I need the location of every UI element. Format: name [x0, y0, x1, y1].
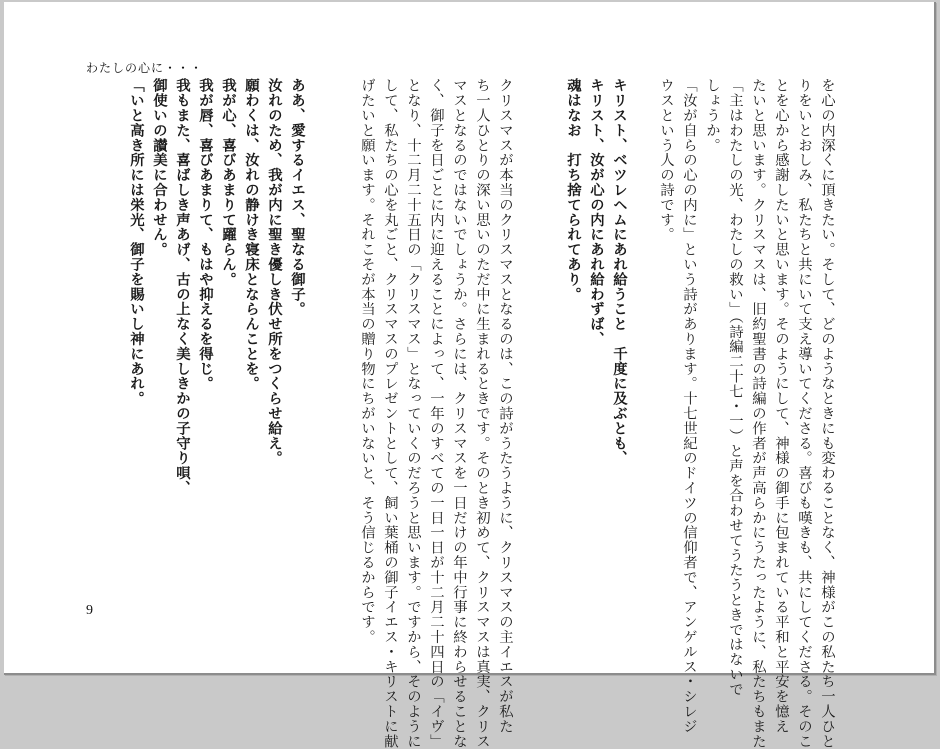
text-line: たいと思います。クリスマスは、旧約聖書の詩編の作者が声高らかにうたったように、私たちもまた: [750, 78, 766, 749]
poem-line: キリスト、ベツレヘムにあれ給うこと 千度に及ぶとも、: [611, 78, 628, 466]
poem-line: 魂はなお 打ち捨てられてあり。: [565, 78, 582, 302]
poem-line: キリスト、汝が心の内にあれ給わずば、: [588, 78, 605, 347]
text-line: とを心から感謝したいと思います。そのようにして、神様の御手に包まれている平和と平安を憶え: [773, 78, 789, 734]
stanza-gap: [309, 78, 332, 614]
text-line: りをいとおしみ、私たちと共にいて支え導いてくださる。喜びも嘆きも、共にしてくださる。そのこ: [796, 78, 812, 749]
text-line: しょうか。: [704, 78, 720, 153]
stanza-gap: [516, 78, 539, 614]
text-line: となり、十二月二十五日の「クリスマス」となっていくのだろうと思います。ですから、そのように: [405, 78, 421, 749]
poem-line: 願わくは、汝れの静けき寝床とならんことを。: [243, 78, 260, 391]
text-line: クリスマスが本当のクリスマスとなるのは、この詩がうたうように、クリスマスの主イエスが私た: [497, 78, 513, 734]
stanza-gap: [332, 78, 355, 614]
poem-line: 「いと高き所には栄光、御子を賜いし神にあれ。: [128, 78, 145, 406]
vertical-body-text: [125, 78, 838, 749]
poem-line: 汝れのため、我が内に聖き優しき伏せ所をつくらせ給え。: [266, 78, 283, 466]
stanza-gap: [539, 78, 562, 614]
page-number: 9: [86, 603, 93, 618]
text-line: 「主はわたしの光、わたしの救い」（詩編二十七・一）と声を合わせてうたうときではないで: [727, 78, 743, 697]
text-line: く、御子を日ごとに内に迎えることによって、一年のすべての一日一日が十二月二十四日の「イヴ」: [428, 78, 444, 749]
text-line: マスとなるのではないでしょうか。さらには、クリスマスを一日だけの年中行事に終わらせることな: [451, 78, 467, 749]
poem-line: 我もまた、喜ばしき声あげ、古の上なく美しきかの子守り唄、: [174, 78, 191, 496]
text-line: して、私たちの心を丸ごと、クリスマスのプレゼントとして、飼い葉桶の御子イエス・キリストに献: [382, 78, 398, 749]
poem-line: ああ、愛するイエス、聖なる御子。: [289, 78, 306, 317]
text-line: 「汝が自らの心の内に」という詩があります。十七世紀のドイツの信仰者で、アンゲルス・シレジ: [681, 78, 697, 734]
poem-line: 我が心、喜びあまりて躍らん。: [220, 78, 237, 287]
text-line: を心の内深くに頂きたい。そして、どのようなときにも変わることなく、神様がこの私たち一人ひと: [819, 78, 835, 749]
text-line: ウスという人の詩です。: [658, 78, 674, 242]
text-line: ち一人ひとりの深い思いのただ中に生まれるときです。そのとき初めて、クリスマスは真実、クリス: [474, 78, 490, 749]
poem-line: 御使いの讃美に合わせん。: [151, 78, 168, 257]
stanza-gap: [631, 78, 654, 614]
text-line: げたいと願います。それこそが本当の贈り物にちがいないと、そう信じるからです。: [359, 78, 375, 645]
running-header: わたしの心に・・・: [86, 61, 204, 75]
document-page: [4, 2, 936, 749]
poem-line: 我が唇、喜びあまりて、もはや抑えるを得じ。: [197, 78, 214, 391]
